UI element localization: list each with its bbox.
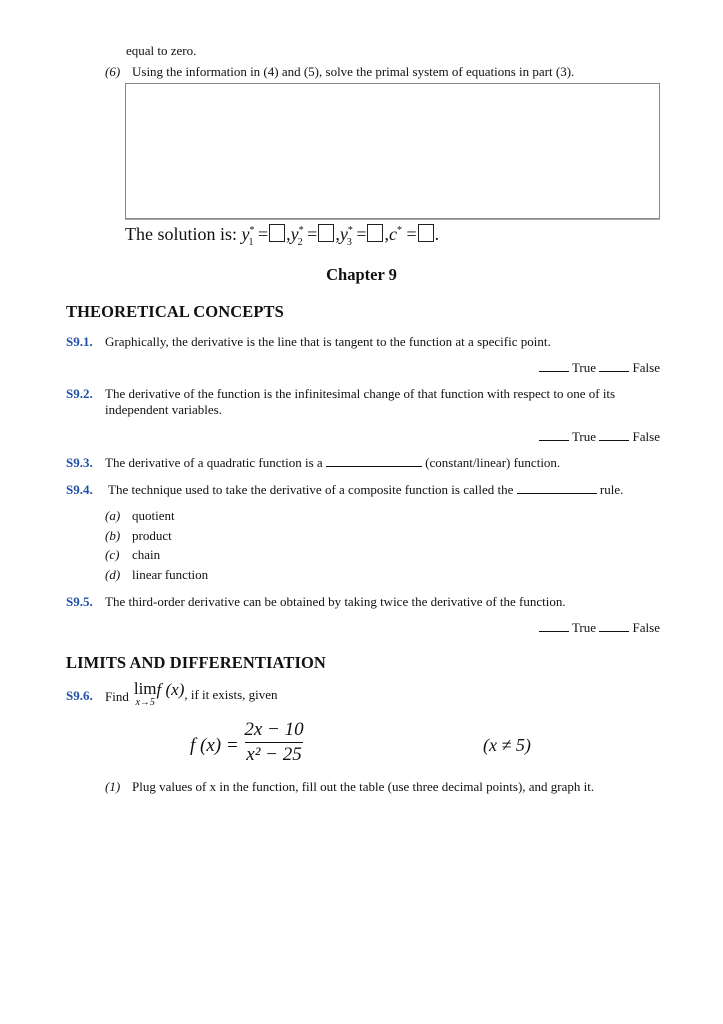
question-text: The derivative of a quadratic function is a (constant/linear) function. xyxy=(105,455,561,470)
fill-blank[interactable] xyxy=(517,482,597,494)
true-false-answer[interactable]: True False xyxy=(539,620,660,636)
question-text: The third-order derivative can be obtained by taking twice the derivative of the function. xyxy=(105,594,566,609)
question-id: S9.4. xyxy=(66,482,93,497)
question-id: S9.5. xyxy=(66,594,93,609)
answer-square-y3[interactable] xyxy=(367,224,383,242)
limit-operator: lim x→5 xyxy=(133,679,157,708)
limit-statement: $_{Find}$ lim x→5 f $(x)_{, if it exists, given}$ xyxy=(105,679,278,708)
section-title-limits: LIMITS AND DIFFERENTIATION xyxy=(66,653,326,672)
section-title-theoretical: THEORETICAL CONCEPTS xyxy=(66,302,284,321)
item-6-number: (6) xyxy=(105,64,121,79)
fill-blank[interactable] xyxy=(326,455,422,467)
answer-box[interactable] xyxy=(125,83,660,219)
question-id: S9.6. xyxy=(66,688,93,703)
answer-square-c[interactable] xyxy=(418,224,434,242)
option-item[interactable]: (d) linear function xyxy=(105,567,209,582)
chapter-title: Chapter 9 xyxy=(326,265,397,284)
item-6-text: Using the information in (4) and (5), solve the primal system of equations in part (3). xyxy=(132,64,575,79)
equation-fraction: 2x − 10 x² − 25 xyxy=(244,719,304,765)
option-item[interactable]: (b) product xyxy=(105,528,172,543)
step-1-number: (1) xyxy=(105,779,121,794)
intro-line: equal to zero. xyxy=(126,43,197,58)
question-id: S9.1. xyxy=(66,334,93,349)
true-false-answer[interactable]: True False xyxy=(539,360,660,376)
answer-square-y1[interactable] xyxy=(269,224,285,242)
solution-label: The solution is: xyxy=(125,224,237,244)
answer-square-y2[interactable] xyxy=(318,224,334,242)
equation-lhs: f (x) = xyxy=(190,735,239,756)
question-id: S9.3. xyxy=(66,455,93,470)
question-text: Graphically, the derivative is the line that is tangent to the function at a specific point. xyxy=(105,334,551,349)
equation-condition: (x ≠ 5) xyxy=(483,735,531,755)
question-text: The derivative of the function is the infinitesimal change of that function with respect to one of its independent variables. xyxy=(105,386,616,417)
option-item[interactable]: (a) quotient xyxy=(105,508,175,523)
question-id: S9.2. xyxy=(66,386,93,401)
step-1-text: Plug values of x in the function, fill out the table (use three decimal points), and graph it. xyxy=(132,779,595,794)
true-false-answer[interactable]: True False xyxy=(539,429,660,445)
option-item[interactable]: (c) chain xyxy=(105,547,161,562)
question-text: The technique used to take the derivative of a composite function is called the rule. xyxy=(108,482,624,497)
solution-line: The solution is: $y^*_1 = ,y^*_2 = ,y^*_3 = ,c^*$ = . xyxy=(125,224,440,248)
